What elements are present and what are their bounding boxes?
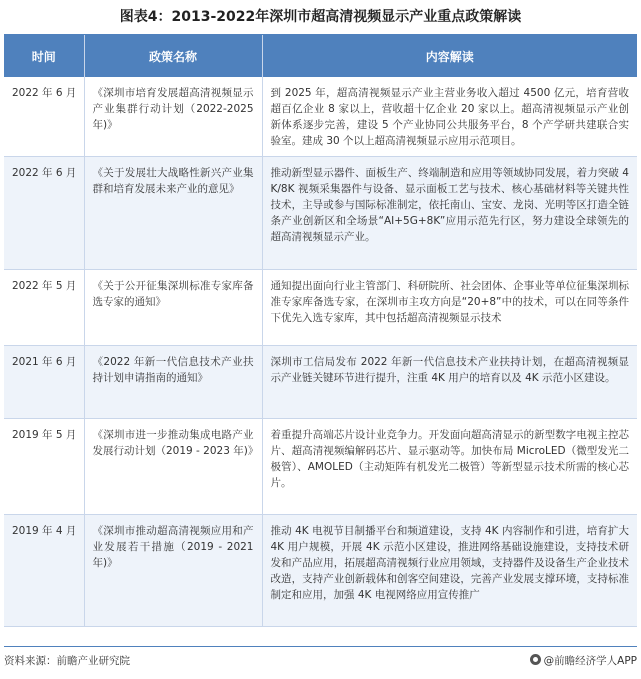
row-time: 2022 年 6 月 [4,156,84,269]
column-header-policy: 政策名称 [84,35,262,77]
column-header-time: 时间 [4,35,84,77]
table-row [4,77,637,156]
column-header-content: 内容解读 [262,35,637,77]
row-content: 深圳市工信局发布 2022 年新一代信息技术产业扶持计划，在超高清视频显示产业链关键环节进行提升，注重 4K 用户的培育以及 4K 示范小区建设。 [262,345,637,418]
source-note: 资料来源：前瞻产业研究院 [4,655,130,667]
policy-table-grid [4,35,637,627]
row-content: 着重提升高端芯片设计业竞争力。开发面向超高清显示的新型数字电视主控芯片、超高清视频编解码芯片、显示驱动等。加快布局 MicroLED（微型发光二极管）、AMOLED（主动矩阵有机发光二极管）等新型显示技术所需的核心芯片。 [262,418,637,514]
row-content: 通知提出面向行业主管部门、科研院所、社会团体、企事业等单位征集深圳标准专家库备选专家，在深圳市主攻方向是“20+8”中的技术，可以在同等条件下优先入选专家库，其中包括超高清视频显示技术 [262,269,637,345]
figure-title: 图表4：2013-2022年深圳市超高清视频显示产业重点政策解读 [119,9,522,25]
row-content: 推动新型显示器件、面板生产、终端制造和应用等领域协同发展，着力突破 4K/8K 视频采集器件与设备、显示面板工艺与技术、核心基础材料等关键共性技术，主导或参与国际标准制定，依托南山、宝安、龙岗、光明等区打造全链条产业创新区和全场景“AI+5G+8K”应用示范先行区，努力建设全球领先的超高清视频显示产业。 [262,156,637,269]
table-row [4,345,637,418]
table-row [4,156,637,269]
footer [4,651,637,671]
row-time: 2019 年 5 月 [4,418,84,514]
table-row [4,269,637,345]
row-policy: 《深圳市培育发展超高清视频显示产业集群行动计划（2022-2025 年)》 [84,77,262,156]
row-policy: 《2022 年新一代信息技术产业扶持计划申请指南的通知》 [84,345,262,418]
row-policy: 《关于发展壮大战略性新兴产业集群和培育发展未来产业的意见》 [84,156,262,269]
brand-credit [530,651,637,671]
table-header-row [4,35,637,77]
row-time: 2021 年 6 月 [4,345,84,418]
qianzhan-logo-icon [530,654,541,665]
policy-table [4,34,637,646]
row-content: 推动 4K 电视节目制播平台和频道建设，支持 4K 内容制作和引进，培育扩大 4K 用户规模，开展 4K 示范小区建设，推进网络基础设施建设，支持技术研发和产品应用，拓展超高清视频行业应用领域，支持器件及设备生产企业技术改造，支持产业创新载体和创客空间建设，完善产业发展支撑环境，支持标准制定和应用，加强 4K 电视网络应用宣传推广 [262,514,637,626]
footer-divider [4,646,637,647]
row-time: 2019 年 4 月 [4,514,84,626]
row-time: 2022 年 6 月 [4,77,84,156]
table-row [4,418,637,514]
row-time: 2022 年 5 月 [4,269,84,345]
table-row [4,514,637,626]
row-policy: 《深圳市进一步推动集成电路产业发展行动计划（2019 - 2023 年)》 [84,418,262,514]
row-policy: 《深圳市推动超高清视频应用和产业发展若干措施（2019 - 2021 年)》 [84,514,262,626]
row-content: 到 2025 年，超高清视频显示产业主营业务收入超过 4500 亿元，培育营收超百亿企业 8 家以上，营收超十亿企业 20 家以上。超高清视频显示产业创新体系逐步完善，建设 5 个产业协同公共服务平台，8 个产学研共建联合实验室。建成 30 个以上超高清视频显示应用示范项目。 [262,77,637,156]
row-policy: 《关于公开征集深圳标准专家库备选专家的通知》 [84,269,262,345]
brand-label: @前瞻经济学人APP [543,655,637,667]
